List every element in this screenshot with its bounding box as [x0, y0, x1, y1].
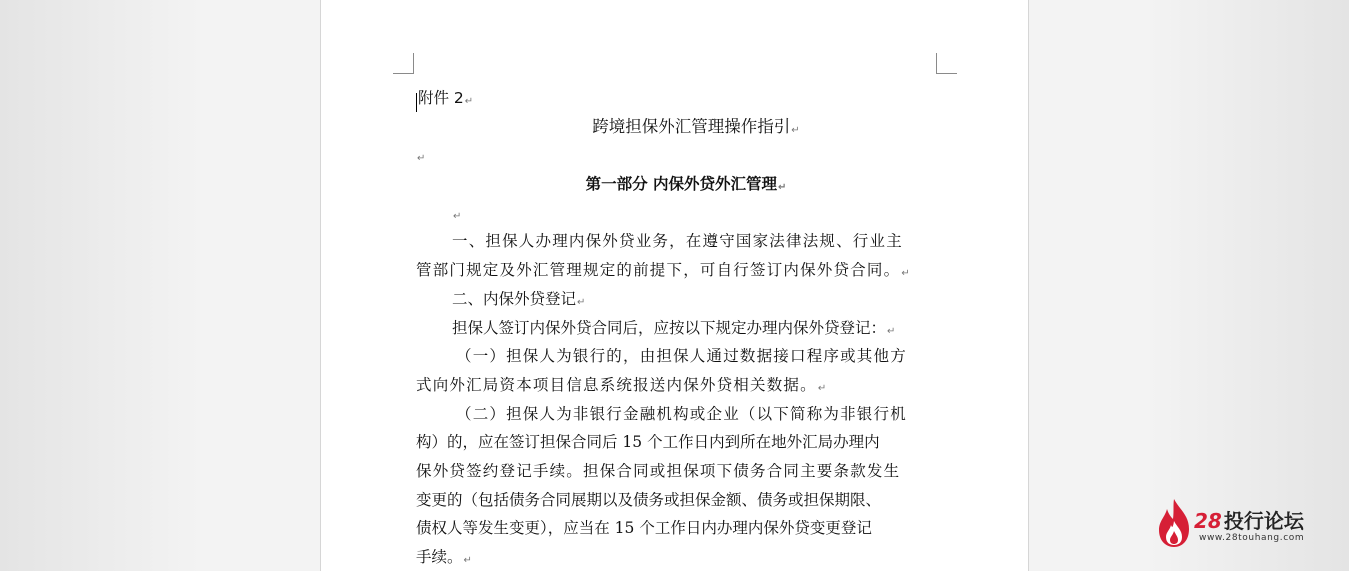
document-page[interactable] — [320, 0, 1029, 571]
paragraph-mark: ↵ — [464, 96, 474, 107]
watermark-url: www.28touhang.com — [1199, 533, 1305, 543]
text-line: （二）担保人为非银行金融机构或企业（以下简称为非银行机 — [456, 404, 907, 423]
paragraph-mark: ↵ — [817, 382, 828, 394]
paragraph-mark: ↵ — [417, 153, 426, 165]
paragraph-mark: ↵ — [577, 296, 586, 308]
margin-corner-top-right — [936, 53, 957, 74]
text-line: 手续。↵ — [416, 548, 472, 566]
text-line: 管部门规定及外汇管理规定的前提下，可自行签订内保外贷合同。↵ — [416, 261, 911, 280]
text-line: 构）的，应在签订担保合同后 15 个工作日内到所在地外汇局办理内 — [416, 433, 880, 452]
attachment-line — [416, 84, 936, 113]
document-body[interactable] — [416, 84, 936, 571]
section-heading: 二、内保外贷登记↵ — [452, 289, 586, 308]
paragraph-mark: ↵ — [887, 325, 896, 337]
watermark-brand — [1194, 505, 1304, 534]
paragraph-mark: ↵ — [791, 124, 800, 136]
text-line: 式向外汇局资本项目信息系统报送内保外贷相关数据。↵ — [416, 375, 828, 394]
margin-corner-top-left — [393, 53, 414, 74]
watermark-number: 28 — [1194, 509, 1222, 533]
text-line: （一）担保人为银行的，由担保人通过数据接口程序或其他方 — [456, 347, 907, 366]
text-line: 一、担保人办理内保外贷业务，在遵守国家法律法规、行业主 — [452, 232, 903, 251]
paragraph-mark: ↵ — [453, 210, 462, 222]
paragraph-mark: ↵ — [778, 182, 787, 194]
paragraph-mark: ↵ — [463, 555, 472, 566]
empty-line — [416, 141, 936, 170]
paragraph-mark: ↵ — [901, 268, 911, 280]
empty-line — [416, 199, 936, 228]
watermark-logo — [1155, 497, 1335, 549]
part-heading-line — [416, 170, 936, 199]
document-title-line — [416, 113, 936, 142]
watermark-name: 投行论坛 — [1223, 509, 1304, 533]
flame-icon — [1155, 497, 1193, 549]
text-line: 变更的（包括债务合同展期以及债务或担保金额、债务或担保期限、 — [416, 490, 882, 509]
part-heading: 第一部分 内保外贷外汇管理 — [585, 174, 777, 194]
document-title: 跨境担保外汇管理操作指引 — [592, 116, 791, 136]
attachment-label: 附件 2 — [418, 89, 464, 107]
text-line: 保外贷签约登记手续。担保合同或担保项下债务合同主要条款发生 — [416, 461, 901, 480]
text-line: 担保人签订内保外贷合同后，应按以下规定办理内保外贷登记：↵ — [452, 318, 896, 337]
text-line: 债权人等发生变更），应当在 15 个工作日内办理内保外贷变更登记 — [416, 519, 872, 538]
